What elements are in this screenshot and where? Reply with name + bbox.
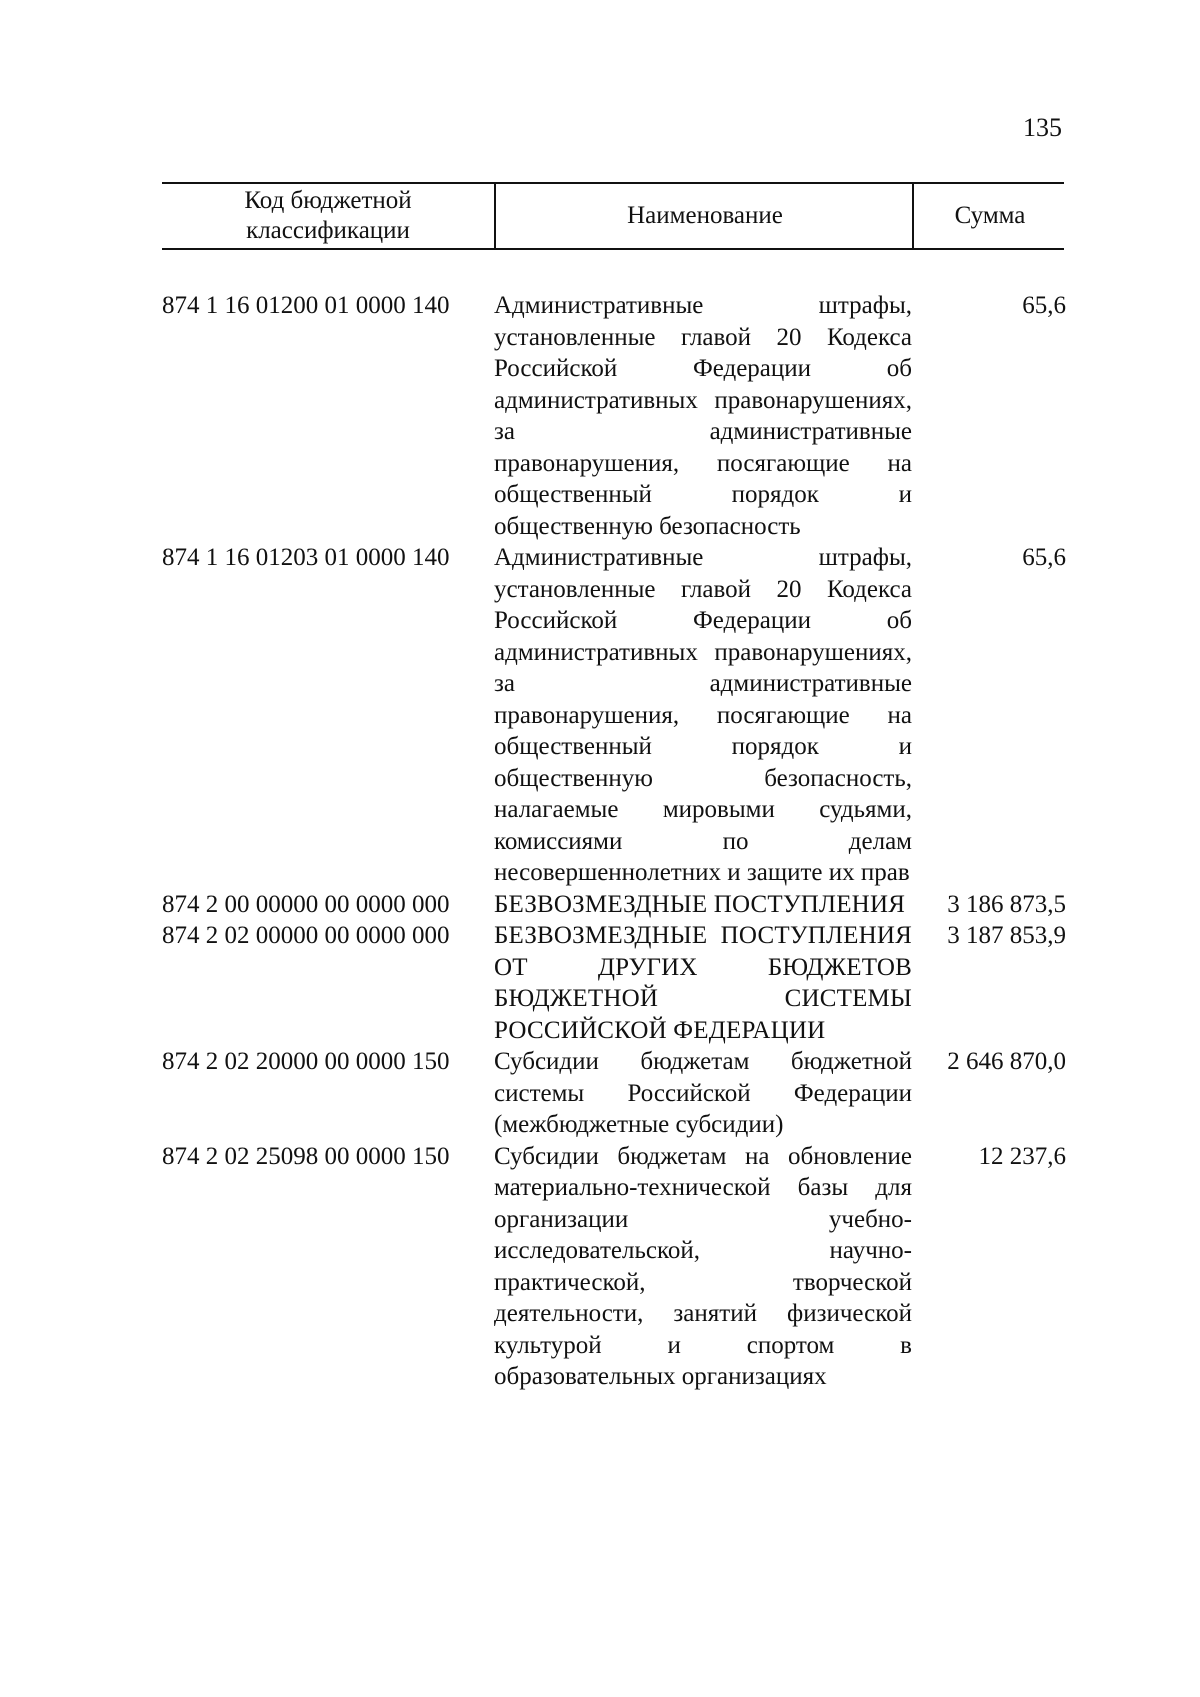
row-code: 874 1 16 01200 01 0000 140 — [162, 292, 450, 319]
table-row — [162, 542, 1066, 889]
table-row — [162, 889, 1066, 921]
row-name: Субсидии бюджетам на обновление материально-технической базы для организации учебно-исследовательской, научно-практической, творческой деятельности, занятий физической культурой и спортом в образовательных организациях — [494, 1142, 912, 1390]
table-row — [162, 920, 1066, 1046]
header-name: Наименование — [494, 184, 914, 248]
row-code: 874 2 00 00000 00 0000 000 — [162, 890, 450, 918]
row-code: 874 2 02 25098 00 0000 150 — [162, 1142, 450, 1170]
table-row — [162, 1141, 1066, 1393]
row-sum: 65,6 — [1022, 292, 1066, 319]
row-name: Административные штрафы, установленные главой 20 Кодекса Российской Федерации об административных правонарушениях, за административные правонарушения, посягающие на общественный порядок и общественную безопасность, налагаемые мировыми судьями, комиссиями по делам несовершеннолетних и защите их прав — [494, 544, 912, 886]
row-code: 874 2 02 20000 00 0000 150 — [162, 1048, 450, 1075]
table-header — [162, 182, 1064, 250]
page-number: 135 — [1023, 113, 1062, 142]
row-name: БЕЗВОЗМЕЗДНЫЕ ПОСТУПЛЕНИЯ ОТ ДРУГИХ БЮДЖЕТОВ БЮДЖЕТНОЙ СИСТЕМЫ РОССИЙСКОЙ ФЕДЕРАЦИИ — [494, 922, 912, 1044]
row-code: 874 1 16 01203 01 0000 140 — [162, 544, 450, 571]
row-sum: 2 646 870,0 — [947, 1048, 1066, 1075]
row-name: БЕЗВОЗМЕЗДНЫЕ ПОСТУПЛЕНИЯ — [494, 890, 906, 918]
row-sum: 3 187 853,9 — [947, 922, 1066, 949]
header-code: Код бюджетной классификации — [244, 187, 412, 244]
table-row — [162, 1046, 1066, 1141]
row-sum: 12 237,6 — [978, 1142, 1066, 1170]
row-sum: 65,6 — [1022, 544, 1066, 571]
table-row — [162, 290, 1066, 542]
table-body — [162, 290, 1066, 1393]
row-name: Субсидии бюджетам бюджетной системы Российской Федерации (межбюджетные субсидии) — [494, 1048, 912, 1138]
row-name: Административные штрафы, установленные главой 20 Кодекса Российской Федерации об административных правонарушениях, за административные правонарушения, посягающие на общественный порядок и общественную безопасность — [494, 292, 912, 540]
row-sum: 3 186 873,5 — [947, 890, 1066, 918]
header-sum: Сумма — [912, 184, 1066, 248]
row-code: 874 2 02 00000 00 0000 000 — [162, 922, 450, 949]
